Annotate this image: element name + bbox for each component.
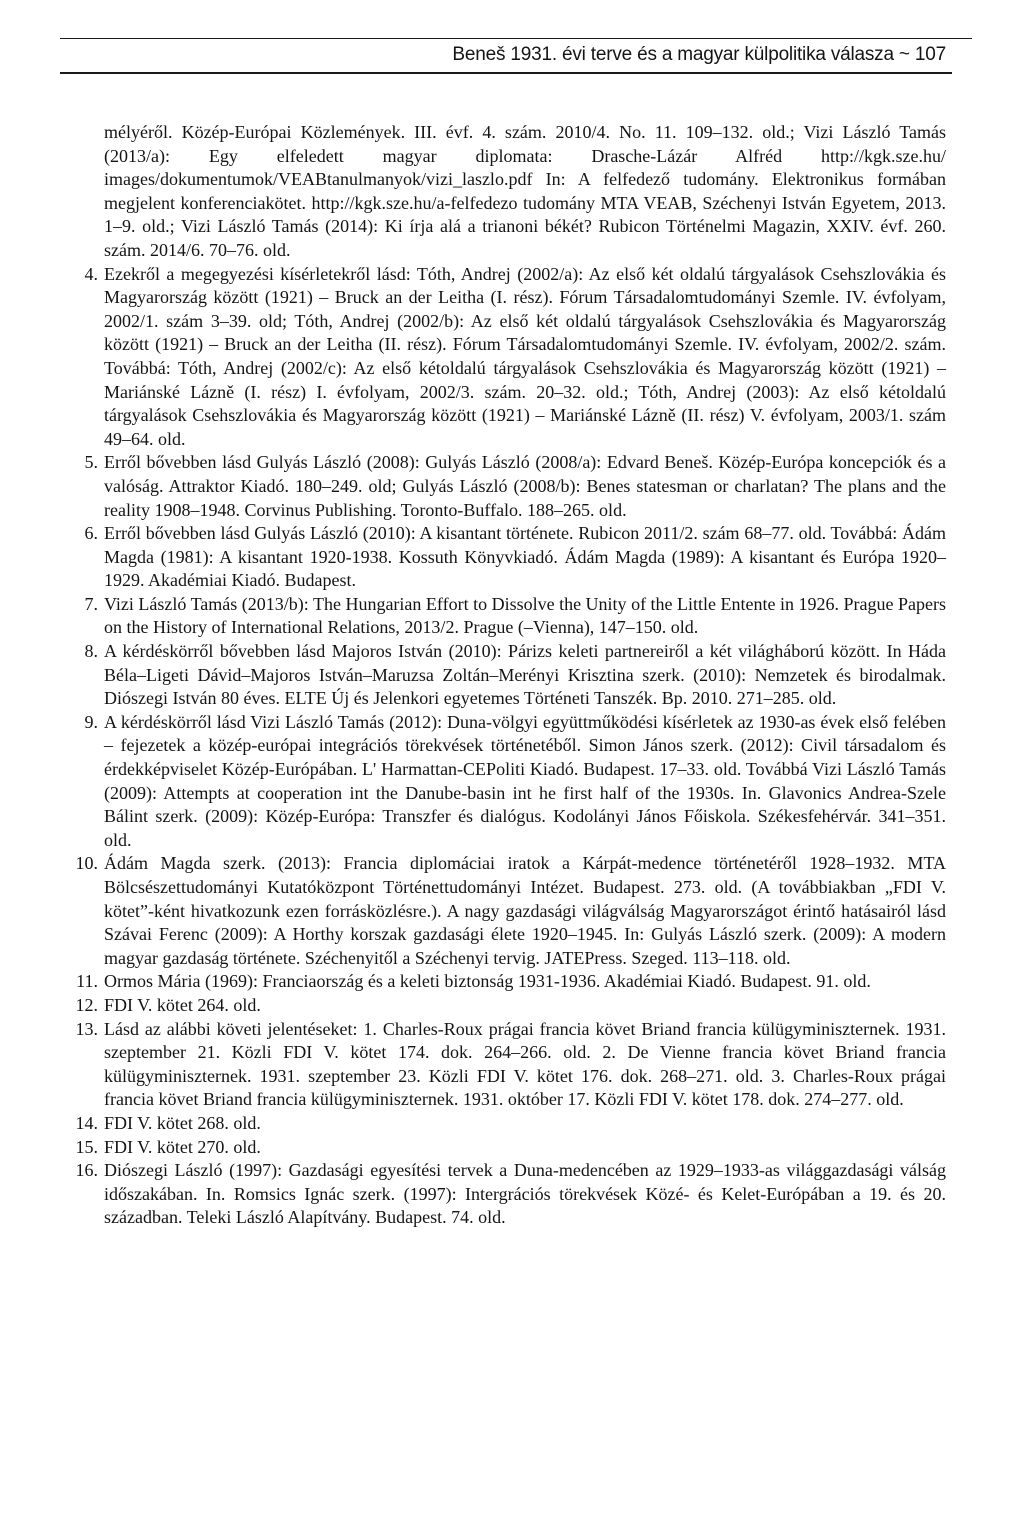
top-rule xyxy=(60,38,972,39)
footnote-8 xyxy=(64,640,946,711)
footnote-number: 6. xyxy=(84,523,98,544)
footnote-number: 16. xyxy=(75,1160,98,1181)
footnote-text: Ezekről a megegyezési kísérletekről lásd: Tóth, Andrej (2002/a): Az első két oldalú tárgyalások Csehszlovákia és Magyarország között (1921) – Bruck an der Leitha (I. rész). Fórum Társadalomtudományi Szemle. IV. évfolyam, 2002/1. szám 3–39. old; Tóth, Andrej (2002/b): Az első két oldalú tárgyalások Csehszlovákia és Magyarország között (1921) – Bruck an der Leitha (II. rész). Fórum Társadalomtudományi Szemle. IV. évfolyam, 2002/2. szám. Továbbá: Tóth, Andrej (2002/c): Az első kétoldalú tárgyalások Csehszlovákia és Magyarország között (1921) – Mariánské Lázně (I. rész) I. évfolyam, 2002/3. szám. 20–32. old.; Tóth, Andrej (2003): Az első kétoldalú tárgyalások Csehszlovákia és Magyarország között (1921) – Mariánské Lázně (II. rész) V. évfolyam, 2003/1. szám 49–64. old. xyxy=(104,263,946,449)
footnote-number: 4. xyxy=(84,263,98,284)
footnote-number: 12. xyxy=(75,994,98,1015)
footnote-list xyxy=(64,121,946,1230)
footnote-number: 15. xyxy=(75,1136,98,1157)
footnote-15 xyxy=(64,1136,946,1160)
footnote-text: Lásd az alábbi követi jelentéseket: 1. Charles-Roux prágai francia követ Briand francia külügyminiszternek. 1931. szeptember 21. Közli FDI V. kötet 174. dok. 264–266. old. 2. De Vienne francia követ Briand francia külügyminiszternek. 1931. szeptember 23. Közli FDI V. kötet 176. dok. 268–271. old. 3. Charles-Roux prágai francia követ Briand francia külügyminiszternek. 1931. október 17. Közli FDI V. kötet 178. dok. 274–277. old. xyxy=(104,1018,946,1110)
footnote-16 xyxy=(64,1159,946,1230)
footnote-text: Erről bővebben lásd Gulyás László (2008): Gulyás László (2008/a): Edvard Beneš. Közép-Európa koncepciók és a valóság. Attraktor Kiadó. 180–249. old; Gulyás László (2008/b): Benes statesman or charlatan? The plans and the reality 1908–1948. Corvinus Publishing. Toronto-Buffalo. 188–265. old. xyxy=(104,452,946,520)
footnote-number: 13. xyxy=(75,1018,98,1039)
footnote-12 xyxy=(64,994,946,1018)
footnote-6 xyxy=(64,522,946,593)
header-rule xyxy=(60,72,952,74)
footnote-13 xyxy=(64,1018,946,1112)
footnote-text: FDI V. kötet 270. old. xyxy=(104,1136,261,1157)
footnote-continuation xyxy=(64,121,946,263)
footnote-text: Erről bővebben lásd Gulyás László (2010): A kisantant története. Rubicon 2011/2. szám 68–77. old. Továbbá: Ádám Magda (1981): A kisantant 1920-1938. Kossuth Könyvkiadó. Ádám Magda (1989): A kisantant és Európa 1920–1929. Akadémiai Kiadó. Budapest. xyxy=(104,523,946,591)
footnote-7 xyxy=(64,593,946,640)
footnote-text: mélyéről. Közép-Európai Közlemények. III. évf. 4. szám. 2010/4. No. 11. 109–132. old.; Vizi László Tamás (2013/a): Egy elfeledett magyar diplomata: Drasche-Lázár Alfréd http://kgk.sze.hu/ images/dokumentumok/VEABtanulmanyok/vizi_laszlo.pdf In: A felfedező tudomány. Elektronikus formában megjelent konferenciakötet. http://kgk.sze.hu/a-felfedezo tudomány MTA VEAB, Széchenyi István Egyetem, 2013. 1–9. old.; Vizi László Tamás (2014): Ki írja alá a trianoni békét? Rubicon Történelmi Magazin, XXIV. évf. 260. szám. 2014/6. 70–76. old. xyxy=(104,122,946,260)
footnote-number: 9. xyxy=(84,711,98,732)
footnote-10 xyxy=(64,852,946,970)
footnote-5 xyxy=(64,451,946,522)
footnote-number: 10. xyxy=(75,853,98,874)
footnote-4 xyxy=(64,263,946,452)
footnote-text: Ormos Mária (1969): Franciaország és a keleti biztonság 1931-1936. Akadémiai Kiadó. Budapest. 91. old. xyxy=(104,971,871,992)
footnote-14 xyxy=(64,1112,946,1136)
footnote-11 xyxy=(64,970,946,994)
footnote-text: Diószegi László (1997): Gazdasági egyesítési tervek a Duna-medencében az 1929–1933-as világgazdasági válság időszakában. In. Romsics Ignác szerk. (1997): Intergrációs törekvések Közé- és Kelet-Európában a 19. és 20. században. Teleki László Alapítvány. Budapest. 74. old. xyxy=(104,1160,946,1228)
running-head: Beneš 1931. évi terve és a magyar külpolitika válasza ~ 107 xyxy=(452,44,946,65)
footnote-text: Ádám Magda szerk. (2013): Francia diplomáciai iratok a Kárpát-medence történetéről 1928–1932. MTA Bölcsészettudományi Kutatóközpont Történettudományi Intézet. Budapest. 273. old. (A továbbiakban „FDI V. kötet”-ként hivatkozunk ezen forrásközlésre.). A nagy gazdasági világválság Magyarországot érintő hatásairól lásd Szávai Ferenc (2009): A Horthy korszak gazdasági élete 1920–1945. In: Gulyás László szerk. (2009): A modern magyar gazdaság története. Széchenyitől a Széchenyi tervig. JATEPress. Szeged. 113–118. old. xyxy=(104,853,946,968)
footnote-text: FDI V. kötet 268. old. xyxy=(104,1112,261,1133)
footnote-number: 14. xyxy=(75,1112,98,1133)
footnote-text: A kérdéskörről bővebben lásd Majoros István (2010): Párizs keleti partnereiről a két világháború között. In Háda Béla–Ligeti Dávid–Majoros István–Maruzsa Zoltán–Merényi Krisztina szerk. (2010): Nemzetek és birodalmak. Diószegi István 80 éves. ELTE Új és Jelenkori egyetemes Történeti Tanszék. Bp. 2010. 271–285. old. xyxy=(104,641,946,709)
footnote-number: 7. xyxy=(84,593,98,614)
footnote-text: A kérdéskörről lásd Vizi László Tamás (2012): Duna-völgyi együttműködési kísérletek az 1930-as évek első felében – fejezetek a közép-európai integrációs törekvések történetéből. Simon János szerk. (2012): Civil társadalom és érdekképviselet Közép-Európában. L' Harmattan-CEPoliti Kiadó. Budapest. 17–33. old. Továbbá Vizi László Tamás (2009): Attempts at cooperation int the Danube-basin int he first half of the 1930s. In. Glavonics Andrea-Szele Bálint szerk. (2009): Közép-Európa: Transzfer és dialógus. Kodolányi János Főiskola. Székesfehérvár. 341–351. old. xyxy=(104,711,946,850)
footnote-text: Vizi László Tamás (2013/b): The Hungarian Effort to Dissolve the Unity of the Little Entente in 1926. Prague Papers on the History of International Relations, 2013/2. Prague (–Vienna), 147–150. old. xyxy=(104,593,946,638)
footnote-text: FDI V. kötet 264. old. xyxy=(104,994,261,1015)
footnote-9 xyxy=(64,711,946,853)
footnote-number: 11. xyxy=(76,971,98,992)
footnote-number: 8. xyxy=(84,641,98,662)
footnote-number: 5. xyxy=(84,452,98,473)
